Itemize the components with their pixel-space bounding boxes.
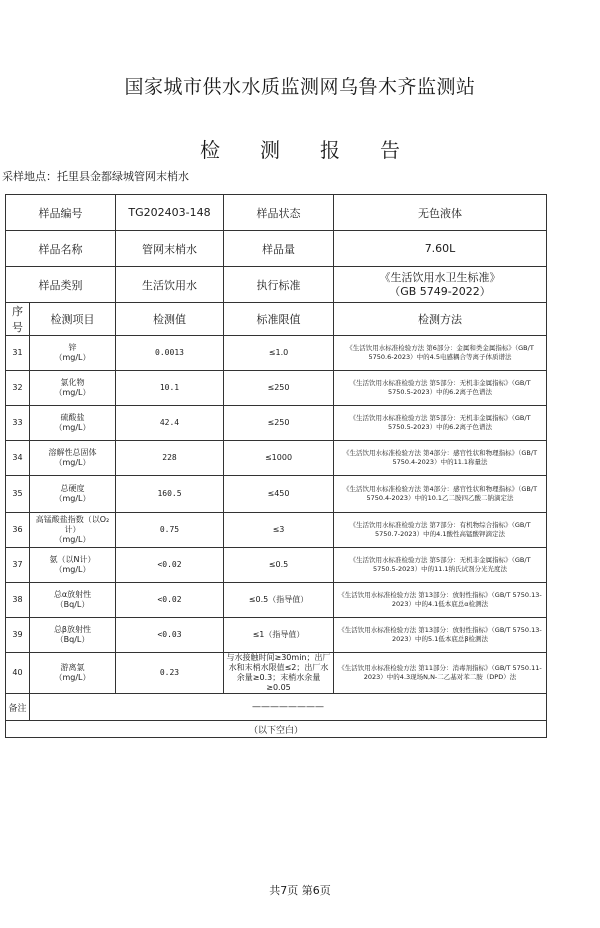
table-row <box>6 371 547 406</box>
row-value: 0.75 <box>116 513 224 548</box>
row-seq: 35 <box>6 476 30 513</box>
row-item-name <box>30 513 116 548</box>
sample-category-label: 样品类别 <box>6 267 116 303</box>
row-item-label: 高锰酸盐指数（以O₂计） <box>35 515 110 534</box>
remark-value: ———————— <box>30 694 547 721</box>
row-limit: ≤1.0 <box>224 336 334 371</box>
standard-label: 执行标准 <box>224 267 334 303</box>
row-seq: 37 <box>6 548 30 583</box>
sample-name-value: 管网末梢水 <box>116 231 224 267</box>
report-title: 检测报告 <box>200 138 440 162</box>
remark-row <box>6 694 547 721</box>
table-row <box>6 476 547 513</box>
page-footer: 共7页 第6页 <box>269 884 331 897</box>
remark-label: 备注 <box>6 694 30 721</box>
sampling-site-value: 托里县金都绿城管网末梢水 <box>57 170 189 183</box>
row-value: 42.4 <box>116 406 224 441</box>
row-item-unit: （mg/L） <box>54 673 91 682</box>
row-item-unit: （Bq/L） <box>55 600 90 609</box>
row-value: 10.1 <box>116 371 224 406</box>
table-row <box>6 406 547 441</box>
row-value: 0.0013 <box>116 336 224 371</box>
row-item-unit: （mg/L） <box>54 565 91 574</box>
standard-line-1: 《生活饮用水卫生标准》 <box>379 270 501 284</box>
row-method: 《生活饮用水标准检验方法 第4部分：感官性状和物理指标》（GB/T 5750.4-2023）中的11.1称量法 <box>334 441 547 476</box>
sample-state-label: 样品状态 <box>224 195 334 231</box>
standard-value <box>334 267 547 303</box>
row-item-unit: （mg/L） <box>54 535 91 544</box>
col-value: 检测值 <box>116 303 224 336</box>
row-limit: ≤3 <box>224 513 334 548</box>
table-row <box>6 653 547 694</box>
blank-note: （以下空白） <box>6 721 547 738</box>
table-row <box>6 441 547 476</box>
sample-category-value: 生活饮用水 <box>116 267 224 303</box>
row-item-name <box>30 583 116 618</box>
header-row-sample-category <box>6 267 547 303</box>
row-item-label: 硫酸盐 <box>60 413 85 422</box>
report-table <box>5 194 547 738</box>
row-limit: ≤0.5（指导值） <box>224 583 334 618</box>
row-method: 《生活饮用水标准检验方法 第13部分：放射性指标》（GB/T 5750.13-2023）中的4.1低本底总α检测法 <box>334 583 547 618</box>
row-item-name <box>30 441 116 476</box>
row-limit: ≤450 <box>224 476 334 513</box>
row-value: <0.02 <box>116 583 224 618</box>
row-method: 《生活饮用水标准检验方法 第13部分：放射性指标》（GB/T 5750.13-2023）中的5.1低本底总β检测法 <box>334 618 547 653</box>
row-seq: 36 <box>6 513 30 548</box>
row-value: <0.02 <box>116 548 224 583</box>
row-item-label: 游离氯 <box>60 663 85 672</box>
row-seq: 38 <box>6 583 30 618</box>
table-row <box>6 548 547 583</box>
col-seq: 序号 <box>6 303 30 336</box>
row-limit: ≤1（指导值） <box>224 618 334 653</box>
row-value: 0.23 <box>116 653 224 694</box>
row-method: 《生活饮用水标准检验方法 第7部分：有机物综合指标》（GB/T 5750.7-2023）中的4.1酸性高锰酸钾滴定法 <box>334 513 547 548</box>
row-method: 《生活饮用水标准检验方法 第5部分：无机非金属指标》（GB/T 5750.5-2023）中的6.2离子色谱法 <box>334 406 547 441</box>
row-seq: 39 <box>6 618 30 653</box>
row-limit: ≤250 <box>224 371 334 406</box>
row-limit: 与水接触时间≥30min；出厂水和末梢水限值≤2；出厂水余量≥0.3；末梢水余量≥0.05 <box>224 653 334 694</box>
row-method: 《生活饮用水标准检验方法 第6部分：金属和类金属指标》（GB/T 5750.6-2023）中的4.5电感耦合等离子体质谱法 <box>334 336 547 371</box>
row-item-unit: （mg/L） <box>54 494 91 503</box>
row-item-name <box>30 476 116 513</box>
row-seq: 32 <box>6 371 30 406</box>
sample-no-value: TG202403-148 <box>116 195 224 231</box>
row-seq: 40 <box>6 653 30 694</box>
row-item-name <box>30 406 116 441</box>
sample-name-label: 样品名称 <box>6 231 116 267</box>
row-item-label: 总β放射性 <box>53 625 92 634</box>
row-item-name <box>30 548 116 583</box>
table-row <box>6 583 547 618</box>
blank-note-row <box>6 721 547 738</box>
row-method: 《生活饮用水标准检验方法 第11部分：消毒剂指标》（GB/T 5750.11-2023）中的4.3现场N,N-二乙基对苯二胺（DPD）法 <box>334 653 547 694</box>
sample-amount-value: 7.60L <box>334 231 547 267</box>
row-value: 160.5 <box>116 476 224 513</box>
row-value: <0.03 <box>116 618 224 653</box>
table-row <box>6 513 547 548</box>
sampling-site <box>2 168 189 184</box>
row-seq: 34 <box>6 441 30 476</box>
row-item-unit: （Bq/L） <box>55 635 90 644</box>
row-method: 《生活饮用水标准检验方法 第5部分：无机非金属指标》（GB/T 5750.5-2023）中的6.2离子色谱法 <box>334 371 547 406</box>
row-limit: ≤250 <box>224 406 334 441</box>
row-item-label: 总硬度 <box>60 484 85 493</box>
row-item-name <box>30 653 116 694</box>
header-row-sample-name <box>6 231 547 267</box>
sampling-site-label: 采样地点： <box>2 170 57 183</box>
sample-amount-label: 样品量 <box>224 231 334 267</box>
row-item-name <box>30 371 116 406</box>
row-item-label: 氨（以N计） <box>49 555 96 564</box>
row-item-name <box>30 336 116 371</box>
row-item-unit: （mg/L） <box>54 388 91 397</box>
row-item-unit: （mg/L） <box>54 458 91 467</box>
row-item-unit: （mg/L） <box>54 353 91 362</box>
col-limit: 标准限值 <box>224 303 334 336</box>
table-row <box>6 336 547 371</box>
row-method: 《生活饮用水标准检验方法 第4部分：感官性状和物理指标》（GB/T 5750.4-2023）中的10.1乙二胺四乙酸二钠滴定法 <box>334 476 547 513</box>
row-value: 228 <box>116 441 224 476</box>
row-item-label: 总α放射性 <box>53 590 92 599</box>
col-method: 检测方法 <box>334 303 547 336</box>
col-item: 检测项目 <box>30 303 116 336</box>
row-item-unit: （mg/L） <box>54 423 91 432</box>
organization-title: 国家城市供水水质监测网乌鲁木齐监测站 <box>124 76 476 98</box>
column-header-row <box>6 303 547 336</box>
sample-state-value: 无色液体 <box>334 195 547 231</box>
header-row-sample-no <box>6 195 547 231</box>
row-seq: 33 <box>6 406 30 441</box>
standard-line-2: （GB 5749-2022） <box>389 284 491 298</box>
row-item-label: 锌 <box>68 343 77 352</box>
row-item-label: 溶解性总固体 <box>48 448 97 457</box>
row-item-name <box>30 618 116 653</box>
row-method: 《生活饮用水标准检验方法 第5部分：无机非金属指标》（GB/T 5750.5-2023）中的11.1纳氏试剂分光光度法 <box>334 548 547 583</box>
row-limit: ≤1000 <box>224 441 334 476</box>
sample-no-label: 样品编号 <box>6 195 116 231</box>
row-limit: ≤0.5 <box>224 548 334 583</box>
row-seq: 31 <box>6 336 30 371</box>
row-item-label: 氯化物 <box>60 378 85 387</box>
table-row <box>6 618 547 653</box>
